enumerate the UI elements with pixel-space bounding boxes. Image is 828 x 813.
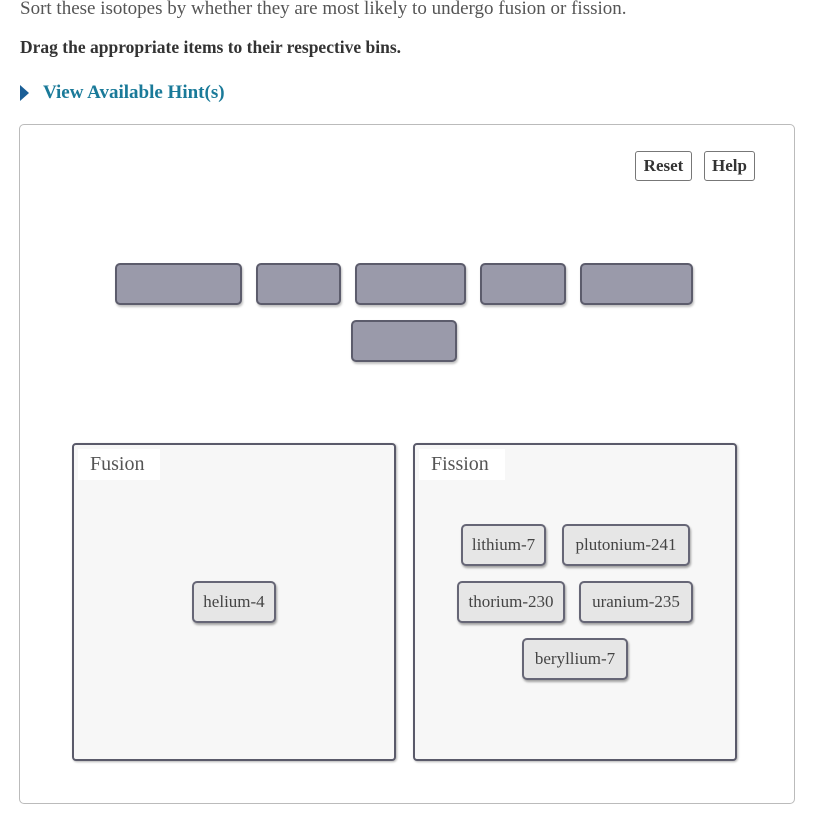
fusion-bin-label: Fusion <box>78 449 160 480</box>
help-button[interactable]: Help <box>704 151 755 181</box>
fusion-bin[interactable] <box>72 443 396 761</box>
isotope-chip-lithium-7[interactable]: lithium-7 <box>461 524 546 566</box>
empty-item-slot[interactable] <box>115 263 242 305</box>
caret-right-icon <box>20 85 29 101</box>
question-prompt: Sort these isotopes by whether they are most likely to undergo fusion or fission. <box>20 0 627 19</box>
view-hints-label[interactable]: View Available Hint(s) <box>43 82 225 103</box>
drag-instruction: Drag the appropriate items to their respective bins. <box>20 37 402 57</box>
isotope-chip-helium-4[interactable]: helium-4 <box>192 581 276 623</box>
view-hints-link[interactable] <box>20 82 225 104</box>
empty-item-slot[interactable] <box>351 320 457 362</box>
isotope-chip-thorium-230[interactable]: thorium-230 <box>457 581 565 623</box>
isotope-chip-beryllium-7[interactable]: beryllium-7 <box>522 638 628 680</box>
fission-bin[interactable] <box>413 443 737 761</box>
empty-item-slot[interactable] <box>355 263 466 305</box>
fission-bin-label: Fission <box>419 449 505 480</box>
empty-item-slot[interactable] <box>480 263 566 305</box>
drag-drop-workspace <box>19 124 795 804</box>
isotope-chip-uranium-235[interactable]: uranium-235 <box>579 581 693 623</box>
reset-button[interactable]: Reset <box>635 151 692 181</box>
empty-item-slot[interactable] <box>256 263 341 305</box>
isotope-chip-plutonium-241[interactable]: plutonium-241 <box>562 524 690 566</box>
empty-item-slot[interactable] <box>580 263 693 305</box>
